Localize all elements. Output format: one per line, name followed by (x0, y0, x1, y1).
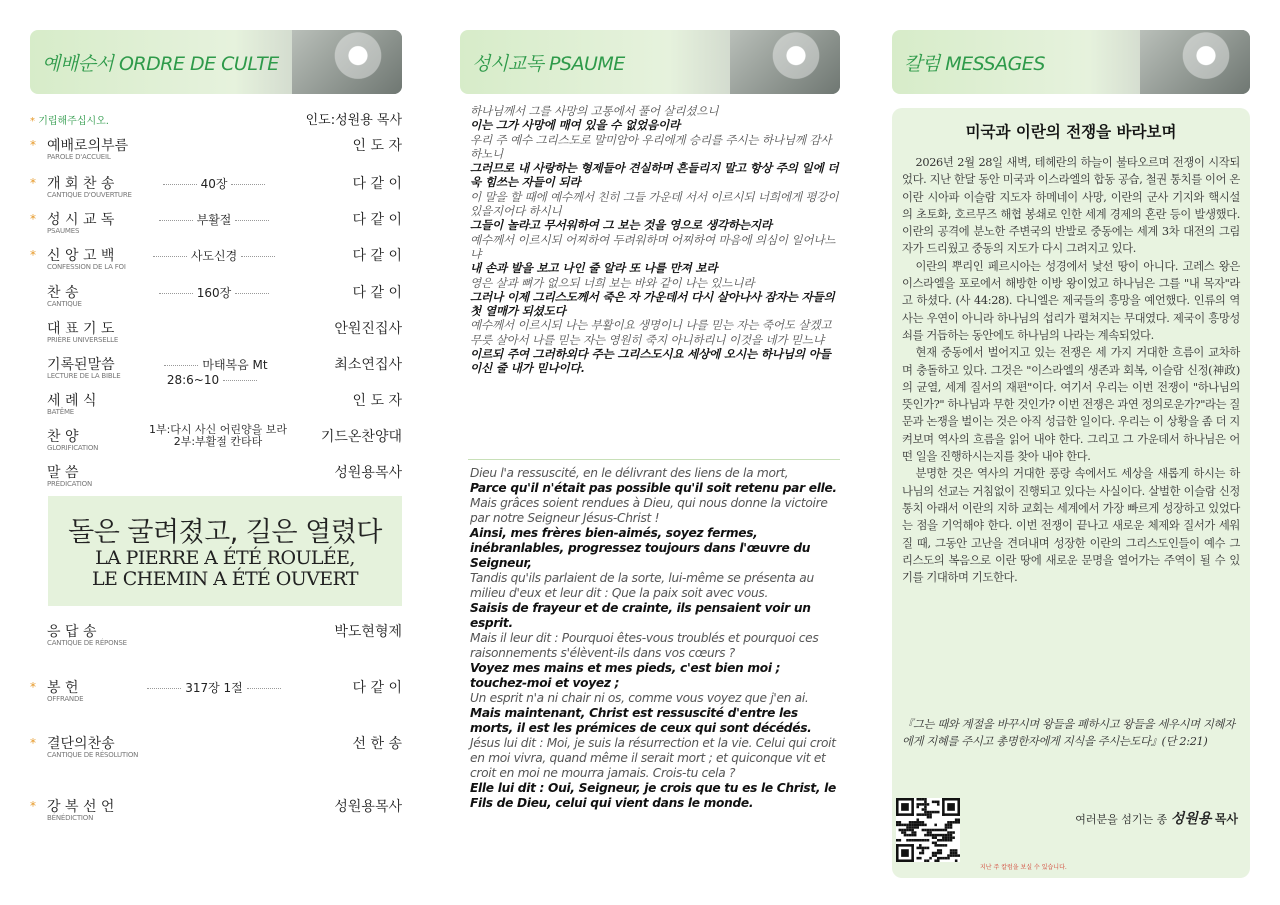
psalm-header (460, 30, 840, 94)
instruction-text: 기립해주십시오. (38, 116, 109, 127)
candles-image (730, 30, 840, 94)
row-title-ko: 기록된말씀 (47, 357, 115, 373)
signature-prefix: 여러분을 섬기는 종 (1075, 813, 1168, 826)
row-person: 다 같 이 (352, 212, 402, 228)
row-detail: 마태복음 Mt 28:6~10 (140, 356, 288, 387)
row-person: 성원용목사 (334, 799, 402, 815)
row-title-ko: 대 표 기 도 (47, 321, 115, 337)
row-title-fr: CANTIQUE DE RÉPONSE (47, 639, 127, 647)
row-title-fr: GLORIFICATION (47, 444, 99, 452)
row-title-ko: 응 답 송 (47, 624, 97, 640)
row-title-fr: BÉNÉDICTION (47, 814, 94, 822)
worship-row (30, 676, 402, 708)
row-detail: 160장 (140, 284, 288, 301)
row-title-fr: PAROLE D'ACCUEIL (47, 153, 111, 161)
row-person: 다 같 이 (352, 285, 402, 301)
worship-leader: 인도:성원용 목사 (305, 113, 402, 128)
row-person: 다 같 이 (352, 680, 402, 696)
row-person: 안원진집사 (334, 321, 402, 337)
congregation-line: Ainsi, mes frères bien-aimés, soyez fermes, inébranlables, progressez toujours dans l'œuvre du Seigneur, (470, 526, 811, 570)
row-detail: 사도신경 (140, 247, 288, 264)
leader-line: Mais grâces soient rendues à Dieu, qui nous donne la victoire par notre Seigneur Jésus-Christ ! (470, 496, 828, 525)
row-person: 인 도 자 (352, 138, 402, 154)
messages-column (892, 0, 1250, 905)
congregation-line: Elle lui dit : Oui, Seigneur, je crois que tu es le Christ, le Fils de Dieu, celui qui vient dans le monde. (470, 781, 836, 810)
column-title: 미국과 이란의 전쟁을 바라보며 (965, 122, 1177, 141)
row-title-fr: CANTIQUE DE RÉSOLUTION (47, 751, 139, 759)
row-person: 성원용목사 (334, 465, 402, 481)
row-title-fr: CANTIQUE D'OUVERTURE (47, 191, 132, 199)
congregation-line: 그러므로 내 사랑하는 형제들아 견실하며 흔들리지 말고 항상 주의 일에 더욱 힘쓰는 자들이 되라 (470, 161, 839, 190)
signature-name: 성원용 (1170, 811, 1212, 827)
row-detail-line2: 2부:부활절 칸타타 (173, 435, 263, 448)
leader-line: 하나님께서 그를 사망의 고통에서 풀어 살리셨으니 (470, 104, 719, 118)
star-icon: * (30, 116, 35, 127)
row-title-ko: 찬 양 (47, 429, 79, 445)
leader-line: 이 말을 할 때에 예수께서 친히 그들 가운데 서서 이르시되 너희에게 평강이 있을지어다 하시니 (470, 189, 839, 219)
star-icon: * (30, 176, 36, 190)
column-box (892, 108, 1250, 878)
row-title-ko: 예배로의부름 (47, 138, 129, 154)
stand-instruction (30, 112, 109, 127)
worship-row (30, 389, 402, 421)
worship-row (30, 620, 402, 652)
qr-code-icon[interactable] (896, 798, 960, 862)
worship-row (30, 134, 402, 166)
order-header-title: 예배순서 ORDRE DE CULTE (42, 53, 279, 75)
psalm-korean (470, 104, 840, 376)
row-title-ko: 신 앙 고 백 (47, 248, 115, 264)
leader-line: Tandis qu'ils parlaient de la sorte, lui-même se présenta au milieu d'eux et leur dit : Que la paix soit avec vous. (470, 571, 814, 600)
signature-title: 목사 (1214, 812, 1238, 826)
worship-row (30, 172, 402, 204)
scripture-quote: 『그는 때와 계절을 바꾸시며 왕들을 폐하시고 왕들을 세우시며 지혜자에게 지혜를 주시고 총명한자에게 지식을 주시는도다』(단 2:21) (902, 718, 1235, 749)
row-title-ko: 봉 헌 (47, 680, 79, 696)
row-title-fr: CONFESSION DE LA FOI (47, 263, 126, 271)
star-icon: * (30, 248, 36, 262)
row-person: 기드온찬양대 (320, 429, 402, 445)
row-title-ko: 강 복 선 언 (47, 799, 115, 815)
worship-row (30, 244, 402, 276)
row-detail: 부활절 (140, 211, 288, 228)
column-body (902, 154, 1240, 586)
leader-line: Un esprit n'a ni chair ni os, comme vous voyez que j'en ai. (470, 691, 809, 705)
banner-title-ko: 돌은 굴려졌고, 길은 열렸다 (68, 517, 382, 548)
row-title-fr: PSAUMES (47, 227, 80, 235)
congregation-line: Saisis de frayeur et de crainte, ils pensaient voir un esprit. (470, 601, 811, 630)
leader-line: 예수께서 이르시되 어찌하여 두려워하며 어찌하여 마음에 의심이 일어나느냐 (470, 232, 836, 261)
row-detail-line1: 1부:다시 사신 어린양을 보라 (148, 423, 288, 436)
psalm-french (470, 466, 840, 811)
banner-title-fr-line1: LA PIERRE A ÉTÉ ROULÉE, (95, 547, 355, 569)
row-title-ko: 말 씀 (47, 465, 79, 481)
leader-line: 영은 살과 뼈가 없으되 너희 보는 바와 같이 나는 있느니라 (470, 275, 755, 290)
row-person: 인 도 자 (352, 393, 402, 409)
worship-row (30, 353, 402, 385)
congregation-line: 내 손과 발을 보고 나인 줄 알라 또 나를 만져 보라 (470, 261, 718, 276)
worship-row (30, 317, 402, 349)
row-title-fr: LECTURE DE LA BIBLE (47, 372, 121, 380)
leader-line: Dieu l'a ressuscité, en le délivrant des liens de la mort, (470, 466, 789, 480)
star-icon: * (30, 799, 36, 813)
worship-row (30, 732, 402, 764)
row-title-ko: 세 례 식 (47, 393, 97, 409)
column-paragraph: 2026년 2월 28일 새벽, 테헤란의 하늘이 불타오르며 전쟁이 시작되었다. 지난 한달 동안 미국과 이스라엘의 합동 공습, 철권 통치를 이어 온 이란 시아파 이슬람 지도자 하메네이 사망, 이란의 군사 기지와 핵시설의 초토화, 호르무즈 해협 봉쇄로 인한 세계 경제의 혼란 등이 발생했다. 이란의 공격에 분노한 주변국의 반발로 중동에는 세계 3차 대전의 그림자가 드리웠고 중동의 지도가 다시 그려지고 있다. (902, 156, 1240, 256)
star-icon: * (30, 680, 36, 694)
theme-banner (48, 496, 402, 606)
congregation-line: Mais maintenant, Christ est ressuscité d'entre les morts, il est les prémices de ceux qui sont décédés. (470, 706, 812, 735)
row-title-fr: PRÉDICATION (47, 480, 92, 488)
qr-note: 지난 주 칼럼을 보실 수 있습니다. (980, 864, 1067, 871)
row-title-fr: BATÊME (47, 408, 75, 416)
leader-line: 우리 주 예수 그리스도로 말미암아 우리에게 승리를 주시는 하나님께 감사하노니 (470, 132, 832, 161)
worship-row (30, 281, 402, 313)
signature (1075, 808, 1238, 828)
row-title-fr: PRIÈRE UNIVERSELLE (47, 336, 119, 344)
row-title-ko: 성 시 교 독 (47, 212, 115, 228)
row-person: 다 같 이 (352, 248, 402, 264)
congregation-line: Parce qu'il n'était pas possible qu'il soit retenu par elle. (470, 481, 837, 495)
congregation-line: 이는 그가 사망에 매여 있을 수 없었음이라 (470, 118, 681, 133)
order-of-worship-column (30, 0, 402, 905)
row-detail: 40장 (140, 175, 288, 192)
messages-header-title: 칼럼 MESSAGES (904, 53, 1045, 75)
column-paragraph: 현재 중동에서 벌어지고 있는 전쟁은 세 가지 거대한 흐름이 교차하며 충돌하고 있다. 그것은 "이스라엘의 생존과 회복, 이슬람 신정(神政)의 균열, 세계 질서의 재편"이다. 여기서 우리는 이번 전쟁이 "하나님의 뜻인가?" 하나님과 무한 것인가? 이번 전쟁은 과연 정의로운가?"라는 질문과 논쟁을 벌이는 것은 아직 성급한 일이다. 우리는 이 상황을 좀 더 지켜보며 역사의 흐름을 읽어 내야 한다. 그리고 그 가운데서 하나님은 어떤 일을 진행하시는지를 찾아 내야 한다. (902, 346, 1240, 464)
congregation-line: Voyez mes mains et mes pieds, c'est bien moi ; touchez-moi et voyez ; (470, 661, 781, 690)
coffee-cup-image (1140, 30, 1250, 94)
row-person: 선 한 송 (352, 736, 402, 752)
worship-row (30, 795, 402, 827)
row-title-ko: 찬 송 (47, 285, 79, 301)
row-title-ko: 결단의찬송 (47, 736, 115, 752)
psalm-column (460, 0, 840, 905)
row-title-ko: 개 회 찬 송 (47, 176, 115, 192)
worship-row (30, 208, 402, 240)
worship-row (30, 425, 402, 457)
congregation-line: 그러나 이제 그리스도께서 죽은 자 가운데서 다시 살아나사 잠자는 자들의 첫 열매가 되셨도다 (470, 289, 835, 319)
messages-header (892, 30, 1250, 94)
row-person: 최소연집사 (334, 357, 402, 373)
congregation-line: 그들이 놀라고 무서워하여 그 보는 것을 영으로 생각하는지라 (470, 218, 772, 233)
row-detail: 317장 1절 (140, 679, 288, 696)
column-paragraph: 이란의 뿌리인 페르시아는 성경에서 낯선 땅이 아니다. 고레스 왕은 이스라엘을 포로에서 해방한 이방 왕이었고 하나님은 그를 "내 목자"라고 하셨다. (사 44:28). 다니엘은 제국들의 흥망을 예언했다. 인류의 역사는 우연이 아니라 하나님의 섭리가 펼쳐지는 무대였다. 제국이 흥망성쇠를 거듭하는 동안에도 하나님의 나라는 계속되었다. (902, 259, 1240, 342)
leader-line: Jésus lui dit : Moi, je suis la résurrection et la vie. Celui qui croit en moi vivra, quand même il serait mort ; et quiconque vit et croit en moi ne mourra jamais. Crois-tu cela ? (470, 736, 836, 780)
row-detail (142, 424, 294, 448)
row-person: 다 같 이 (352, 176, 402, 192)
column-paragraph: 분명한 것은 역사의 거대한 풍랑 속에서도 세상을 새롭게 하시는 하나님의 선교는 거침없이 진행되고 있다는 사실이다. 살벌한 이슬람 신정통치 아래서 이란의 지하 교회는 세계에서 가장 빠르게 성장하고 있었다는 점을 기억해야 한다. 이번 전쟁이 끝나고 새로운 체제와 질서가 세워질 때, 그동안 고난을 견뎌내며 성장한 이란의 그리스도인들이 예수 그리스도의 복음으로 이란 땅에 새로운 문명을 열어가는 주역이 될 수 있기를 기대하며 기도한다. (902, 467, 1240, 585)
psalm-header-title: 성시교독 PSAUME (472, 53, 625, 75)
row-title-fr: CANTIQUE (47, 300, 82, 308)
leader-line: Mais il leur dit : Pourquoi êtes-vous troublés et pourquoi ces raisonnements s'élèvent-ils dans vos cœurs ? (470, 631, 819, 660)
banner-title-fr-line2: LE CHEMIN A ÉTÉ OUVERT (92, 568, 358, 590)
star-icon: * (30, 138, 36, 152)
congregation-line: 이르되 주여 그러하외다 주는 그리스도시요 세상에 오시는 하나님의 아들이신 줄 내가 믿나이다. (470, 347, 831, 376)
worship-row (30, 461, 402, 493)
row-person: 박도현형제 (334, 624, 402, 640)
leader-line: 예수께서 이르시되 나는 부활이요 생명이니 나를 믿는 자는 죽어도 살겠고 무릇 살아서 나를 믿는 자는 영원히 죽지 아니하리니 이것을 네가 믿느냐 (470, 318, 832, 347)
star-icon: * (30, 212, 36, 226)
candles-image (292, 30, 402, 94)
star-icon: * (30, 736, 36, 750)
row-title-fr: OFFRANDE (47, 695, 84, 703)
divider (468, 459, 840, 460)
order-header (30, 30, 402, 94)
